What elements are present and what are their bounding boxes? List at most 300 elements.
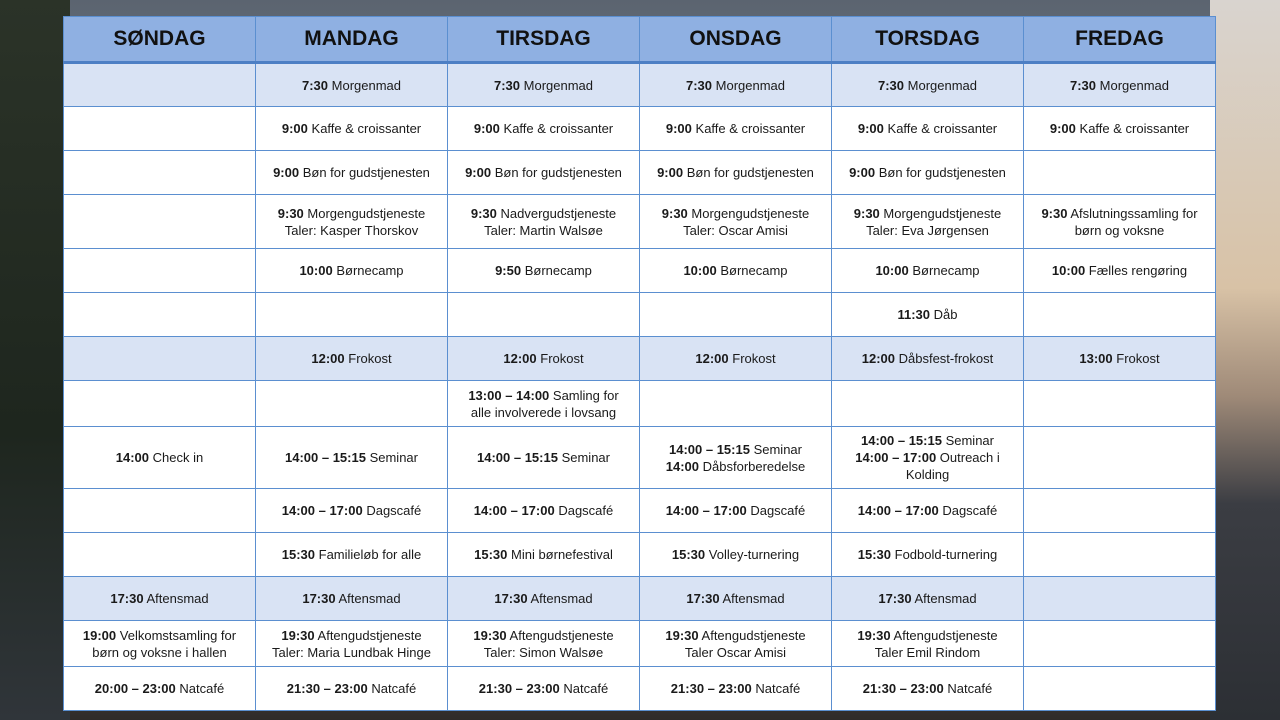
event-description: børn og voksne (1074, 222, 1165, 238)
schedule-cell (640, 293, 832, 337)
event-line (644, 222, 827, 239)
event-description: Natcafé (563, 681, 609, 696)
day-header-monday: MANDAG (256, 17, 448, 63)
schedule-cell (64, 489, 256, 533)
schedule-body (64, 63, 1216, 711)
schedule-cell (640, 63, 832, 107)
event-time: 12:00 (503, 351, 537, 366)
event-line (452, 205, 635, 222)
event-line (836, 590, 1019, 607)
event-line (644, 205, 827, 222)
event-line (260, 590, 443, 607)
event-line (644, 120, 827, 137)
schedule-cell (832, 381, 1024, 427)
event-line (68, 644, 251, 661)
schedule-cell (448, 577, 640, 621)
event-time: 9:00 (657, 165, 684, 180)
event-description: Seminar (753, 441, 802, 457)
event-time: 7:30 (877, 77, 905, 93)
schedule-cell (1024, 195, 1216, 249)
day-header-tuesday: TIRSDAG (448, 17, 640, 63)
event-description: Mini børnefestival (511, 547, 613, 562)
event-description: Børnecamp (720, 263, 788, 278)
schedule-cell (640, 577, 832, 621)
event-description: Bøn for gudstjenesten (302, 165, 430, 180)
event-line (452, 262, 635, 279)
day-header-row (64, 17, 1216, 63)
event-line (260, 120, 443, 137)
event-time: 17:30 (302, 591, 336, 606)
event-description: Seminar (561, 450, 610, 465)
schedule-cell (832, 249, 1024, 293)
event-line (1028, 205, 1211, 222)
schedule-row (64, 107, 1216, 151)
schedule-cell (1024, 489, 1216, 533)
event-line (260, 502, 443, 519)
schedule-cell (448, 621, 640, 667)
event-time: 7:30 (301, 77, 329, 93)
event-description: Morgengudstjeneste (307, 205, 426, 221)
event-line (836, 680, 1019, 697)
event-line (452, 120, 635, 137)
event-description: Aftensmad (722, 591, 785, 606)
event-description: Aftensmad (338, 591, 401, 606)
event-time: 13:00 – 14:00 (468, 387, 550, 403)
event-line (836, 546, 1019, 563)
event-description: Volley-turnering (708, 547, 800, 562)
event-time: 9:00 (465, 165, 492, 180)
event-line (68, 590, 251, 607)
event-time: 10:00 (683, 263, 717, 278)
event-time: 21:30 – 23:00 (478, 681, 560, 696)
event-description: Børnecamp (336, 263, 404, 278)
event-description: Kaffe & croissanter (311, 121, 422, 136)
event-time: 14:00 (665, 458, 699, 474)
event-description: Taler Emil Rindom (874, 644, 981, 660)
event-description: Dåbsfest-frokost (898, 351, 994, 366)
schedule-cell (256, 337, 448, 381)
day-header-friday: FREDAG (1024, 17, 1216, 63)
schedule-cell (1024, 621, 1216, 667)
schedule-cell (640, 621, 832, 667)
event-description: Nadvergudstjeneste (500, 205, 617, 221)
event-time: 14:00 – 17:00 (473, 503, 555, 518)
event-time: 19:30 (281, 627, 315, 643)
event-time: 15:30 (671, 547, 706, 562)
event-line (836, 350, 1019, 367)
event-time: 10:00 (299, 263, 333, 278)
schedule-cell (256, 195, 448, 249)
schedule-cell (448, 427, 640, 489)
event-time: 15:30 (281, 547, 316, 562)
schedule-row (64, 63, 1216, 107)
event-description: Dåbsforberedelse (702, 458, 806, 474)
event-description: Dagscafé (942, 503, 998, 518)
event-line (260, 222, 443, 239)
schedule-cell (64, 667, 256, 711)
event-line (1028, 77, 1211, 94)
event-line (644, 441, 827, 458)
schedule-row (64, 577, 1216, 621)
event-time: 19:30 (665, 627, 699, 643)
event-line (260, 77, 443, 94)
schedule-row (64, 667, 1216, 711)
event-description: Natcafé (371, 681, 417, 696)
schedule-cell (640, 107, 832, 151)
event-time: 9:30 (277, 205, 304, 221)
event-time: 19:30 (857, 627, 891, 643)
event-line (452, 627, 635, 644)
event-description: Morgenmad (523, 77, 594, 93)
event-line (452, 502, 635, 519)
event-line (452, 164, 635, 181)
schedule-cell (640, 381, 832, 427)
schedule-cell (448, 249, 640, 293)
schedule-row (64, 337, 1216, 381)
schedule-row (64, 621, 1216, 667)
event-line (452, 77, 635, 94)
event-line (452, 644, 635, 661)
schedule-cell (832, 337, 1024, 381)
schedule-cell (1024, 293, 1216, 337)
event-line (1028, 120, 1211, 137)
event-time: 17:30 (878, 591, 912, 606)
event-time: 9:00 (665, 121, 692, 136)
schedule-cell (832, 151, 1024, 195)
day-header-wednesday: ONSDAG (640, 17, 832, 63)
event-description: Bøn for gudstjenesten (686, 165, 814, 180)
event-description: Dagscafé (366, 503, 422, 518)
event-time: 14:00 – 17:00 (665, 503, 747, 518)
schedule-cell (256, 621, 448, 667)
event-description: Aftensmad (146, 591, 209, 606)
schedule-cell (1024, 577, 1216, 621)
schedule-cell (640, 427, 832, 489)
event-time: 14:00 – 17:00 (857, 503, 939, 518)
schedule-row (64, 293, 1216, 337)
schedule-cell (64, 195, 256, 249)
schedule-cell (448, 533, 640, 577)
event-time: 17:30 (494, 591, 528, 606)
event-time: 9:50 (495, 263, 522, 278)
schedule-cell (640, 195, 832, 249)
event-time: 7:30 (1069, 77, 1097, 93)
day-header-sunday: SØNDAG (64, 17, 256, 63)
schedule-cell (256, 667, 448, 711)
event-time: 15:30 (857, 547, 891, 562)
event-description: børn og voksne i hallen (92, 644, 227, 660)
schedule-cell (448, 195, 640, 249)
schedule-cell (832, 427, 1024, 489)
schedule-cell (64, 533, 256, 577)
event-line (452, 680, 635, 697)
event-description: Taler: Eva Jørgensen (866, 222, 989, 238)
schedule-cell (832, 63, 1024, 107)
event-description: Kolding (905, 467, 950, 482)
event-description: Aftensmad (914, 591, 977, 606)
schedule-cell (64, 577, 256, 621)
event-line (260, 680, 443, 697)
schedule-cell (1024, 337, 1216, 381)
schedule-cell (640, 533, 832, 577)
event-line (260, 644, 443, 661)
event-line (836, 222, 1019, 239)
background-photo-left (0, 0, 70, 720)
event-time: 14:00 – 15:15 (285, 450, 366, 465)
event-time: 14:00 (115, 450, 150, 465)
event-time: 11:30 (897, 307, 931, 322)
background-photo-right (1210, 0, 1280, 720)
event-line (260, 262, 443, 279)
event-description: Taler Oscar Amisi (684, 644, 787, 660)
event-time: 12:00 (861, 351, 895, 366)
event-line (836, 449, 1019, 466)
schedule-cell (448, 337, 640, 381)
schedule-cell (640, 337, 832, 381)
event-line (644, 164, 827, 181)
event-line (644, 350, 827, 367)
event-time: 10:00 (875, 263, 909, 278)
schedule-cell (1024, 427, 1216, 489)
event-line (452, 590, 635, 607)
event-time: 9:00 (281, 121, 308, 136)
event-description: Natcafé (755, 681, 801, 696)
schedule-row (64, 533, 1216, 577)
event-line (1028, 350, 1211, 367)
event-description: Taler: Maria Lundbak Hinge (272, 644, 431, 660)
schedule-cell (64, 293, 256, 337)
event-line (644, 77, 827, 94)
event-line (260, 627, 443, 644)
event-description: alle involverede i lovsang (470, 404, 617, 420)
schedule-cell (64, 337, 256, 381)
schedule-cell (256, 533, 448, 577)
event-time: 17:30 (686, 591, 720, 606)
event-description: Bøn for gudstjenesten (878, 165, 1006, 180)
schedule-cell (256, 151, 448, 195)
event-time: 10:00 (1051, 263, 1086, 278)
event-time: 9:30 (470, 205, 497, 221)
week-schedule-table (63, 16, 1216, 711)
event-time: 12:00 (695, 351, 729, 366)
event-time: 9:00 (473, 121, 500, 136)
schedule-cell (448, 107, 640, 151)
schedule-cell (448, 293, 640, 337)
schedule-cell (64, 381, 256, 427)
event-description: Taler: Martin Walsøe (484, 222, 603, 238)
schedule-cell (448, 489, 640, 533)
schedule-cell (1024, 667, 1216, 711)
event-description: Kaffe & croissanter (695, 121, 806, 136)
event-time: 14:00 – 15:15 (477, 450, 558, 465)
event-time: 9:00 (849, 165, 876, 180)
event-description: Morgengudstjeneste (883, 205, 1002, 221)
event-line (836, 502, 1019, 519)
event-line (260, 164, 443, 181)
event-description: Dåb (933, 307, 958, 322)
event-time: 9:00 (1049, 121, 1076, 136)
schedule-cell (640, 489, 832, 533)
schedule-cell (832, 667, 1024, 711)
schedule-cell (448, 63, 640, 107)
event-description: Natcafé (947, 681, 993, 696)
event-line (836, 262, 1019, 279)
schedule-cell (1024, 63, 1216, 107)
schedule-cell (448, 381, 640, 427)
event-description: Samling for (552, 387, 619, 403)
event-time: 12:00 (311, 351, 345, 366)
schedule-cell (1024, 107, 1216, 151)
event-line (644, 644, 827, 661)
schedule-cell (832, 107, 1024, 151)
event-time: 14:00 – 17:00 (281, 503, 363, 518)
event-description: Frokost (1116, 351, 1160, 366)
event-time: 7:30 (493, 77, 521, 93)
event-description: Fodbold-turnering (894, 547, 998, 562)
schedule-cell (64, 107, 256, 151)
event-line (836, 466, 1019, 483)
schedule-cell (640, 249, 832, 293)
event-time: 17:30 (110, 591, 144, 606)
event-line (260, 350, 443, 367)
schedule-cell (640, 667, 832, 711)
event-line (452, 387, 635, 404)
event-time: 20:00 – 23:00 (94, 681, 176, 696)
event-description: Frokost (540, 351, 584, 366)
event-description: Dagscafé (558, 503, 614, 518)
event-time: 9:00 (857, 121, 884, 136)
schedule-row (64, 489, 1216, 533)
schedule-cell (256, 427, 448, 489)
schedule-cell (832, 293, 1024, 337)
event-time: 14:00 – 15:15 (861, 433, 942, 448)
event-line (260, 205, 443, 222)
schedule-cell (832, 489, 1024, 533)
event-description: Afslutningssamling for (1070, 205, 1198, 221)
event-time: 9:00 (273, 165, 300, 180)
schedule-row (64, 249, 1216, 293)
event-description: Natcafé (179, 681, 225, 696)
event-time: 9:30 (853, 205, 880, 221)
event-description: Dagscafé (750, 503, 806, 518)
event-description: Velkomstsamling for (119, 627, 237, 643)
event-line (644, 590, 827, 607)
event-line (836, 627, 1019, 644)
event-line (452, 350, 635, 367)
schedule-cell (256, 489, 448, 533)
event-time: 13:00 (1079, 351, 1113, 366)
event-line (836, 644, 1019, 661)
event-time: 9:30 (1041, 205, 1068, 221)
event-description: Taler: Kasper Thorskov (284, 222, 419, 238)
event-description: Fælles rengøring (1088, 263, 1188, 278)
event-line (68, 680, 251, 697)
event-time: 7:30 (685, 77, 713, 93)
event-line (68, 449, 251, 466)
schedule-cell (64, 249, 256, 293)
schedule-row (64, 195, 1216, 249)
schedule-cell (256, 107, 448, 151)
schedule-cell (64, 63, 256, 107)
schedule-cell (64, 151, 256, 195)
event-description: Kaffe & croissanter (887, 121, 998, 136)
schedule-cell (256, 381, 448, 427)
schedule-cell (448, 151, 640, 195)
event-description: Børnecamp (912, 263, 980, 278)
event-description: Seminar (945, 433, 994, 448)
event-line (644, 262, 827, 279)
event-line (836, 120, 1019, 137)
event-time: 19:30 (473, 627, 507, 643)
event-description: Outreach i (939, 450, 1000, 465)
event-description: Aftengudstjeneste (509, 627, 614, 643)
event-description: Taler: Oscar Amisi (683, 222, 788, 238)
event-line (836, 164, 1019, 181)
event-line (836, 306, 1019, 323)
event-line (260, 546, 443, 563)
schedule-cell (832, 577, 1024, 621)
event-line (836, 77, 1019, 94)
schedule-cell (256, 63, 448, 107)
event-description: Aftengudstjeneste (893, 627, 998, 643)
event-description: Frokost (732, 351, 776, 366)
event-time: 9:30 (661, 205, 688, 221)
event-time: 19:00 (82, 627, 117, 643)
event-line (836, 432, 1019, 449)
event-time: 15:30 (474, 547, 508, 562)
event-line (452, 222, 635, 239)
event-line (1028, 262, 1211, 279)
event-description: Kaffe & croissanter (1079, 121, 1190, 136)
event-description: Aftengudstjeneste (701, 627, 806, 643)
event-line (644, 458, 827, 475)
schedule-cell (256, 577, 448, 621)
schedule-cell (1024, 249, 1216, 293)
event-line (68, 627, 251, 644)
event-description: Taler: Simon Walsøe (483, 644, 604, 660)
event-description: Morgenmad (715, 77, 786, 93)
event-description: Morgenmad (1099, 77, 1170, 93)
event-description: Aftensmad (530, 591, 593, 606)
schedule-cell (1024, 533, 1216, 577)
event-time: 21:30 – 23:00 (670, 681, 752, 696)
schedule-cell (640, 151, 832, 195)
schedule-row (64, 381, 1216, 427)
event-line (644, 546, 827, 563)
schedule-row (64, 151, 1216, 195)
event-description: Frokost (348, 351, 392, 366)
schedule-cell (64, 621, 256, 667)
event-time: 21:30 – 23:00 (286, 681, 368, 696)
event-time: 21:30 – 23:00 (862, 681, 944, 696)
schedule-cell (832, 621, 1024, 667)
event-line (260, 449, 443, 466)
schedule-cell (832, 533, 1024, 577)
event-time: 14:00 – 17:00 (855, 450, 937, 465)
event-line (1028, 222, 1211, 239)
event-description: Morgenmad (907, 77, 978, 93)
schedule-cell (64, 427, 256, 489)
event-line (836, 205, 1019, 222)
event-line (452, 449, 635, 466)
event-description: Morgengudstjeneste (691, 205, 810, 221)
event-description: Kaffe & croissanter (503, 121, 614, 136)
schedule-cell (832, 195, 1024, 249)
schedule-cell (256, 249, 448, 293)
schedule-cell (1024, 151, 1216, 195)
schedule-cell (256, 293, 448, 337)
event-description: Bøn for gudstjenesten (494, 165, 622, 180)
